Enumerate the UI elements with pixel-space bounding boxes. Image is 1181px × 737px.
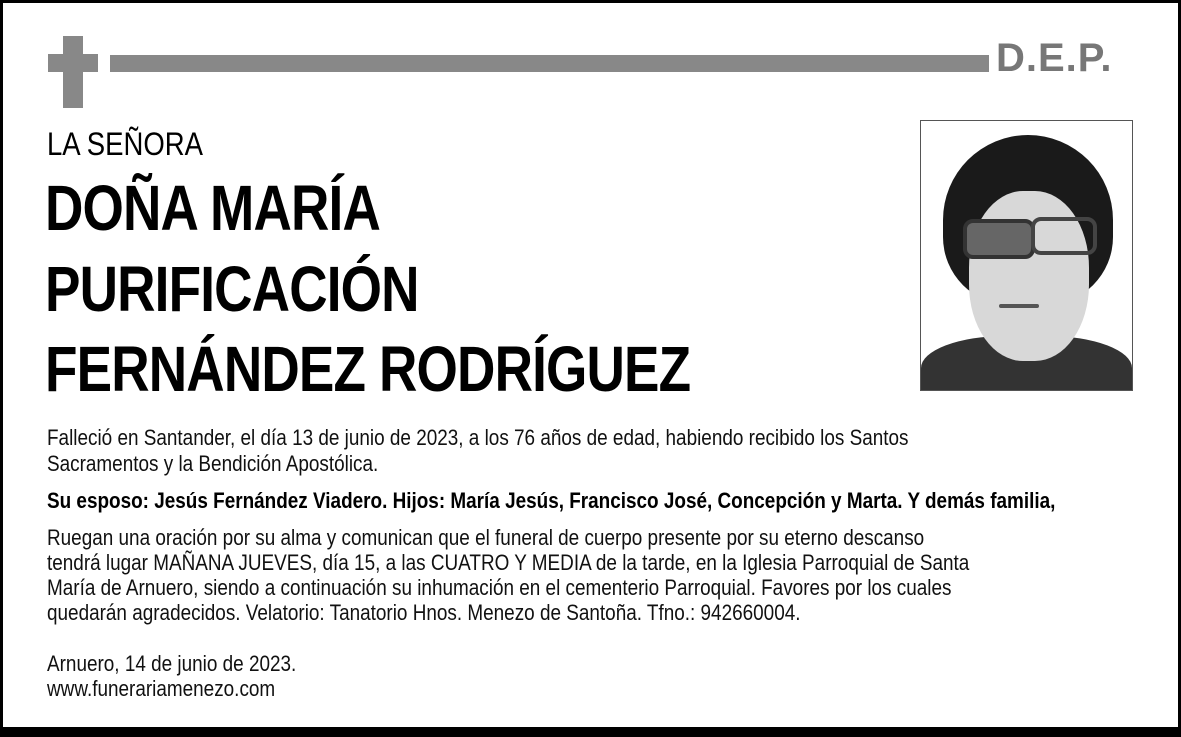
cross-horizontal-bar [48, 54, 98, 72]
deceased-name-line-3: FERNÁNDEZ RODRÍGUEZ [45, 333, 691, 405]
portrait-mouth [999, 304, 1039, 308]
cross-vertical-bar [63, 36, 83, 108]
website-link[interactable]: www.funerariamenezo.com [47, 676, 276, 701]
header-rule [110, 55, 989, 72]
place-date: Arnuero, 14 de junio de 2023. [47, 651, 297, 676]
deceased-name-line-1: DOÑA MARÍA [45, 172, 380, 244]
deceased-name-line-2: PURIFICACIÓN [45, 253, 419, 325]
portrait-glasses-right [1031, 217, 1097, 255]
family-list: Su esposo: Jesús Fernández Viadero. Hijos: María Jesús, Francisco José, Concepción y Marta. Y demás familia, [47, 488, 1056, 513]
death-notice-line-2: Sacramentos y la Bendición Apostólica. [47, 451, 379, 476]
dep-label: D.E.P. [996, 36, 1113, 80]
bottom-border [0, 727, 1181, 737]
portrait-glasses-left [963, 219, 1035, 259]
death-notice-line-1: Falleció en Santander, el día 13 de junio de 2023, a los 76 años de edad, habiendo recibido los Santos [47, 425, 909, 450]
funeral-line-2: tendrá lugar MAÑANA JUEVES, día 15, a las CUATRO Y MEDIA de la tarde, en la Iglesia Parroquial de Santa [47, 550, 970, 575]
funeral-line-3: María de Arnuero, siendo a continuación su inhumación en el cementerio Parroquial. Favores por los cuales [47, 575, 952, 600]
funeral-line-4: quedarán agradecidos. Velatorio: Tanatorio Hnos. Menezo de Santoña. Tfno.: 942660004. [47, 600, 801, 625]
honorific: LA SEÑORA [47, 126, 204, 162]
deceased-portrait [920, 120, 1133, 391]
funeral-line-1: Ruegan una oración por su alma y comunican que el funeral de cuerpo presente por su eterno descanso [47, 525, 925, 550]
